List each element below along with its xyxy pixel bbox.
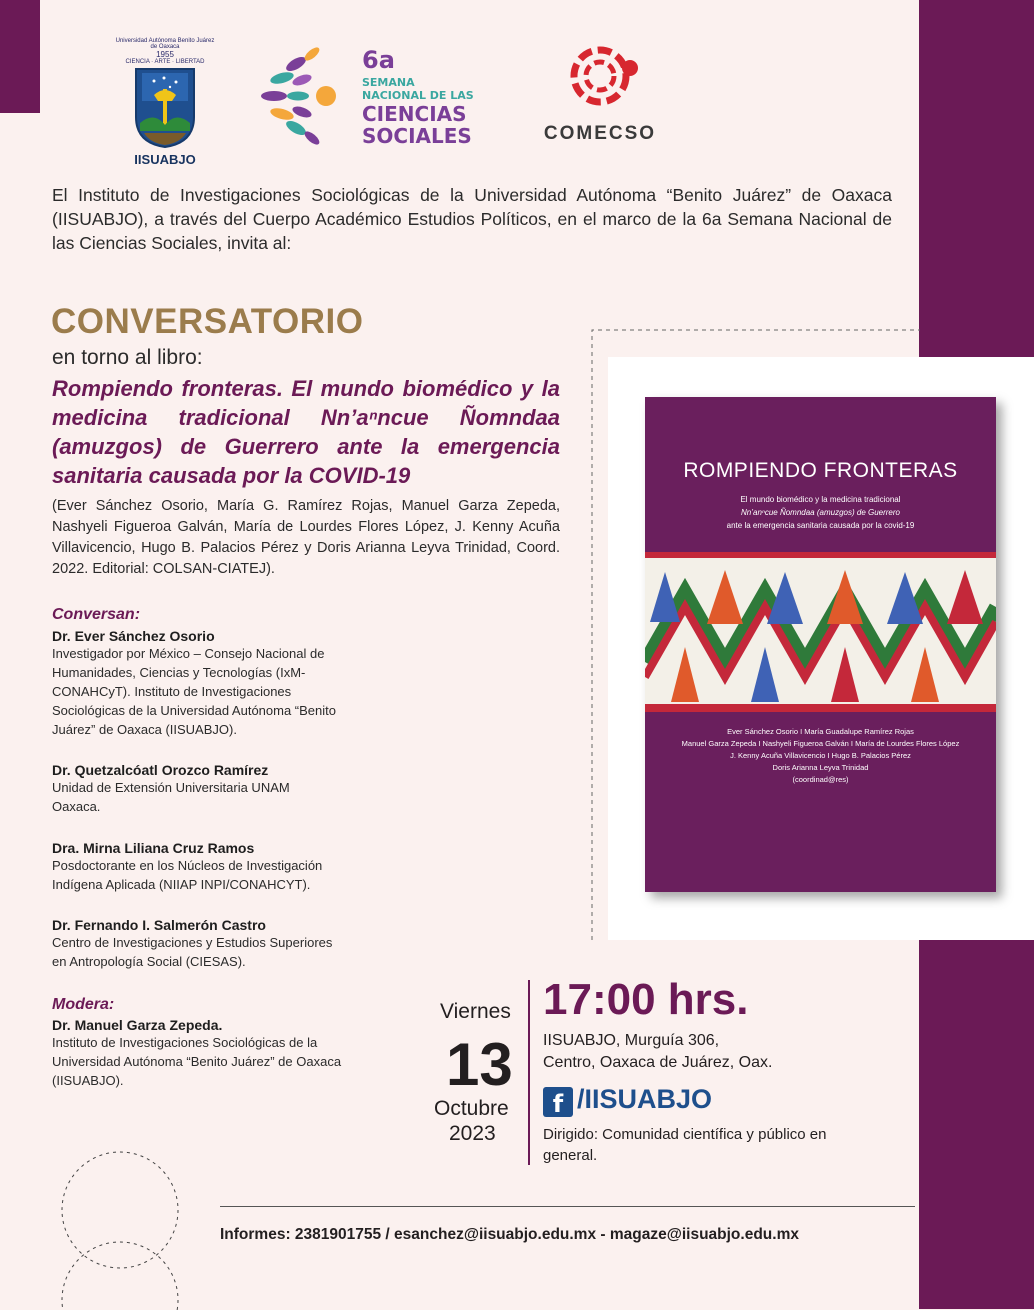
logo-year: 1955 bbox=[156, 50, 174, 59]
cover-authors-2: Manuel Garza Zepeda I Nashyeli Figueroa Galván I María de Lourdes Flores López bbox=[681, 739, 960, 748]
iisuabjo-logo-name: IISUABJO bbox=[134, 152, 196, 167]
speaker-name: Dra. Mirna Liliana Cruz Ramos bbox=[52, 840, 255, 856]
cover-subtitle-3: ante la emergencia sanitaria causada por la covid-19 bbox=[726, 521, 915, 530]
moderator-name: Dr. Manuel Garza Zepeda. bbox=[52, 1017, 223, 1033]
shield-icon bbox=[134, 67, 196, 149]
speaker-name: Dr. Fernando I. Salmerón Castro bbox=[52, 917, 266, 933]
book-title: Rompiendo fronteras. El mundo biomédico y la medicina tradicional Nn’aⁿncue Ñomndaa (amuzgos) de Guerrero ante la emergencia sanitaria causada por la COVID-19 bbox=[52, 376, 560, 488]
cover-authors-4: Doris Arianna Leyva Trinidad bbox=[772, 763, 869, 772]
cover-authors-1: Ever Sánchez Osorio I María Guadalupe Ramírez Rojas bbox=[727, 727, 914, 736]
speaker-affiliation: Posdoctorante en los Núcleos de Investigación Indígena Aplicada (NIIAP INPI/CONAHCYT). bbox=[52, 858, 323, 892]
event-time: 17:00 hrs. bbox=[543, 975, 749, 1024]
event-heading: CONVERSATORIO bbox=[51, 302, 364, 341]
right-bottom-bar bbox=[919, 940, 1034, 1309]
semana-nacional-logo bbox=[252, 44, 492, 154]
audience-text: Dirigido: Comunidad científica y público en general. bbox=[543, 1126, 827, 1164]
comecso-swirl-icon bbox=[555, 34, 645, 116]
speaker-affiliation: Unidad de Extensión Universitaria UNAM Oaxaca. bbox=[52, 780, 290, 814]
top-left-bar bbox=[0, 0, 40, 113]
event-subheading: en torno al libro: bbox=[52, 346, 203, 369]
speaker-name: Dr. Ever Sánchez Osorio bbox=[52, 628, 215, 644]
event-weekday: Viernes bbox=[440, 1000, 511, 1023]
textile-pattern bbox=[645, 552, 996, 712]
event-year: 2023 bbox=[449, 1122, 496, 1145]
event-month: Octubre bbox=[434, 1097, 509, 1120]
speaker-name: Dr. Quetzalcóatl Orozco Ramírez bbox=[52, 762, 269, 778]
cover-authors-5: (coordinad@res) bbox=[792, 775, 849, 784]
venue-line-2: Centro, Oaxaca de Juárez, Oax. bbox=[543, 1054, 773, 1071]
cover-subtitle-1: El mundo biomédico y la medicina tradicional bbox=[740, 495, 901, 504]
speaker-4 bbox=[52, 917, 372, 971]
event-venue bbox=[543, 1030, 772, 1074]
dashed-circles bbox=[40, 1150, 200, 1310]
facebook-handle: /IISUABJO bbox=[577, 1084, 713, 1114]
event-day: 13 bbox=[446, 1031, 513, 1098]
cover-authors-3: J. Kenny Acuña Villavicencio I Hugo B. Palacios Pérez bbox=[730, 751, 911, 760]
contact-info: Informes: 2381901755 / esanchez@iisuabjo.edu.mx - magaze@iisuabjo.edu.mx bbox=[220, 1226, 799, 1243]
semana-line1: SEMANA bbox=[362, 76, 415, 89]
moderator-affiliation: Instituto de Investigaciones Sociológicas de la Universidad Autónoma “Benito Juárez” de Oaxaca (IISUABJO). bbox=[52, 1035, 342, 1088]
speaker-affiliation: Investigador por México – Consejo Nacional de Humanidades, Ciencias y Tecnologías (IxM-CONAHCyT). Instituto de Investigaciones Sociológicas de la Universidad Autónoma “Benito Juárez” de Oaxaca (IISUABJO). bbox=[52, 646, 337, 737]
speaker-3 bbox=[52, 840, 372, 894]
footer-divider bbox=[220, 1206, 915, 1207]
semana-line2: NACIONAL DE LAS bbox=[362, 89, 474, 102]
semana-line3: CIENCIAS bbox=[362, 102, 467, 126]
logo-motto: CIENCIA · ARTE · LIBERTAD bbox=[125, 59, 205, 65]
facebook-link[interactable] bbox=[543, 1084, 712, 1117]
semana-line4: SOCIALES bbox=[362, 124, 472, 148]
speaker-affiliation: Centro de Investigaciones y Estudios Superiores en Antropología Social (CIESAS). bbox=[52, 935, 333, 969]
book-authors: (Ever Sánchez Osorio, María G. Ramírez Rojas, Manuel Garza Zepeda, Nashyeli Figueroa Galván, María de Lourdes Flores López, J. Kenny Acuña Villavicencio, Hugo B. Palacios Pérez y Doris Arianna Leyva Trinidad, Coord. 2022. Editorial: COLSAN-CIATEJ). bbox=[52, 498, 560, 577]
modera-title: Modera: bbox=[52, 996, 115, 1013]
logo-arc-text: Universidad Autónoma Benito Juárez de Oaxaca bbox=[115, 38, 215, 50]
date-divider bbox=[528, 980, 530, 1165]
moderator bbox=[52, 1017, 372, 1090]
facebook-icon: f bbox=[543, 1087, 573, 1117]
venue-line-1: IISUABJO, Murguía 306, bbox=[543, 1032, 720, 1049]
cover-subtitle-2: Nn’anⁿcue Ñomndaa (amuzgos) de Guerrero bbox=[741, 508, 900, 517]
flower-icon bbox=[252, 44, 362, 154]
conversan-title: Conversan: bbox=[52, 606, 141, 623]
intro-paragraph: El Instituto de Investigaciones Sociológicas de la Universidad Autónoma “Benito Juárez” de Oaxaca (IISUABJO), a través del Cuerpo Académico Estudios Políticos, en el marco de la 6a Semana Nacional de las Ciencias Sociales, invita al: bbox=[52, 185, 892, 253]
cover-title: ROMPIENDO FRONTERAS bbox=[683, 459, 958, 482]
comecso-logo bbox=[535, 34, 665, 145]
iisuabjo-logo bbox=[115, 38, 215, 167]
speaker-2 bbox=[52, 762, 372, 816]
right-top-bar bbox=[919, 0, 1034, 357]
speaker-1 bbox=[52, 628, 372, 739]
book-cover bbox=[645, 397, 996, 892]
comecso-logo-name: COMECSO bbox=[543, 123, 657, 144]
semana-number: 6a bbox=[362, 46, 395, 74]
